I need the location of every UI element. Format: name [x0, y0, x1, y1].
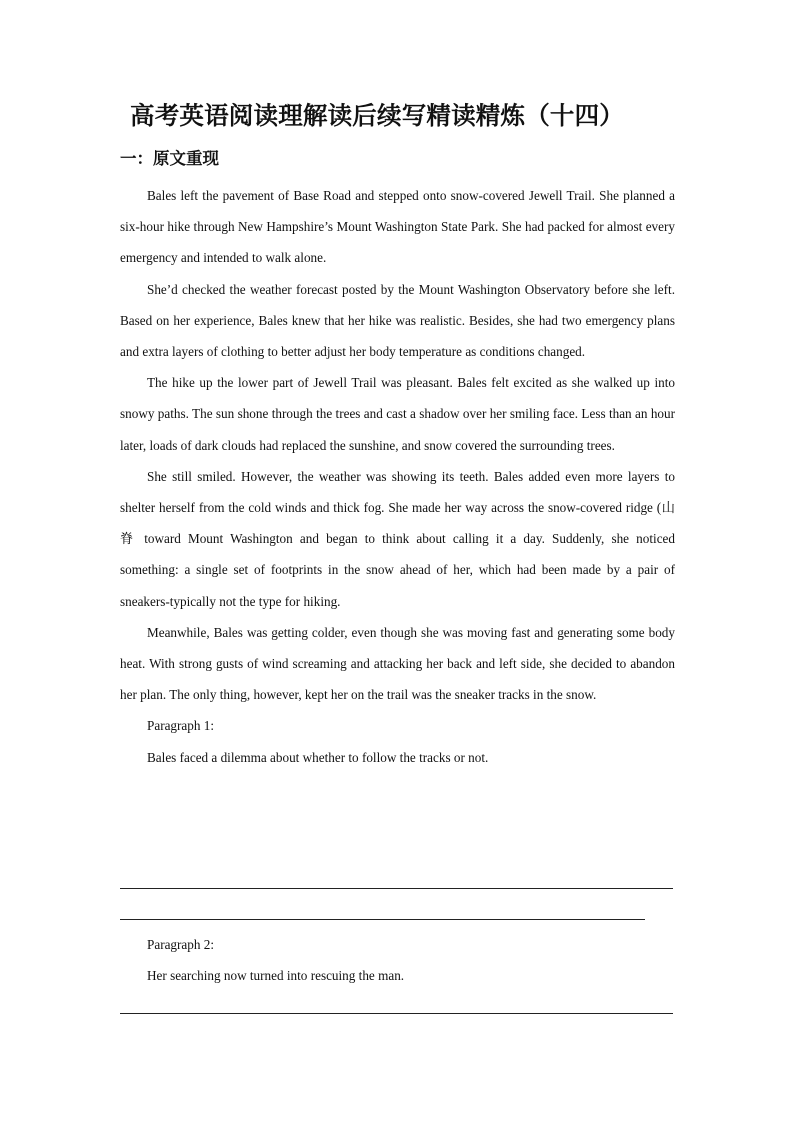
story-paragraph-4: She still smiled. However, the weather was showing its teeth. Bales added even more layers to shelter herself from the cold winds and thick fog. She made her way across the snow-covered ridge (山脊 toward Mount Washington and began to think about calling it a day. Suddenly, she noticed something: a single set of footprints in the snow ahead of her, which had been made by a pair of sneakers-typically not the type for hiking.	[120, 468, 675, 609]
story-paragraph-1: Bales left the pavement of Base Road and stepped onto snow-covered Jewell Trail. She planned a six-hour hike through New Hampshire’s Mount Washington State Park. She had packed for almost every emergency and intended to walk alone.	[120, 188, 675, 266]
story-paragraph-2: She’d checked the weather forecast posted by the Mount Washington Observatory before she left. Based on her experience, Bales knew that her hike was realistic. Besides, she had two emergency plans and extra layers of clothing to better adjust her body temperature as conditions changed.	[120, 281, 675, 360]
paragraph2-prompt: Her searching now turned into rescuing the man.	[147, 968, 405, 984]
story-paragraph-5: Meanwhile, Bales was getting colder, even though she was moving fast and generating some body heat. With strong gusts of wind screaming and attacking her back and left side, she decided to abandon her plan. The only thing, however, kept her on the trail was the sneaker tracks in the snow.	[120, 624, 675, 703]
document-title: 高考英语阅读理解读后续写精读精炼（十四）	[130, 101, 624, 130]
writing-line-1	[120, 888, 673, 889]
writing-line-3	[120, 1013, 673, 1014]
writing-line-2	[120, 919, 645, 920]
paragraph1-prompt: Bales faced a dilemma about whether to follow the tracks or not.	[147, 749, 489, 765]
story-paragraph-3: The hike up the lower part of Jewell Trail was pleasant. Bales felt excited as she walked up into snowy paths. The sun shone through the trees and cast a shadow over her smiling face. Less than an hour later, loads of dark clouds had replaced the sunshine, and snow covered the surrounding trees.	[120, 375, 675, 453]
paragraph2-label: Paragraph 2:	[147, 937, 215, 952]
section-heading: 一：原文重现	[120, 149, 219, 168]
paragraph2-block	[120, 929, 675, 991]
document-body	[120, 180, 675, 773]
paragraph1-label: Paragraph 1:	[147, 718, 215, 734]
